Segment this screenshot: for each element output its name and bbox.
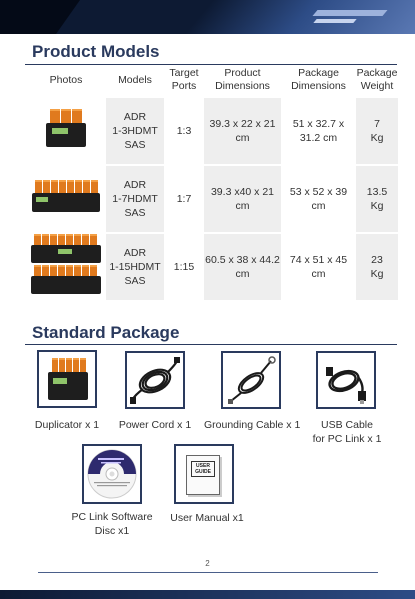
disc-icon bbox=[84, 446, 140, 502]
page-number: 2 bbox=[205, 559, 210, 568]
header-banner bbox=[0, 0, 415, 34]
table-row bbox=[26, 164, 398, 232]
table-header-row bbox=[26, 64, 398, 96]
manual-cover-text: USER GUIDE bbox=[191, 461, 215, 477]
user-manual-image bbox=[174, 444, 234, 504]
product-dimensions: 39.3 x 22 x 21 cm bbox=[204, 96, 281, 164]
banner-streak bbox=[185, 0, 415, 34]
target-ports: 1:15 bbox=[164, 232, 204, 300]
package-item-label: PC Link Software Disc x1 bbox=[71, 511, 153, 537]
standard-package-title: Standard Package bbox=[32, 323, 180, 342]
package-item-label: Power Cord x 1 bbox=[118, 419, 192, 431]
usb-cable-icon bbox=[318, 353, 374, 407]
product-models-table bbox=[26, 64, 398, 300]
product-photo bbox=[26, 164, 106, 232]
product-photo bbox=[26, 232, 106, 300]
package-item-label: User Manual x1 bbox=[170, 512, 244, 524]
package-item-label: Grounding Cable x 1 bbox=[204, 419, 301, 431]
footer-banner bbox=[0, 590, 415, 599]
package-dimensions: 74 x 51 x 45 cm bbox=[281, 232, 356, 300]
model-name: ADR 1-3HDMT SAS bbox=[106, 96, 164, 164]
product-models-title: Product Models bbox=[32, 42, 160, 61]
package-weight: 13.5 Kg bbox=[356, 164, 398, 232]
duplicator-15-icon bbox=[30, 234, 102, 296]
table-row bbox=[26, 232, 398, 300]
product-dimensions: 39.3 x40 x 21 cm bbox=[204, 164, 281, 232]
duplicator-icon bbox=[48, 358, 88, 402]
header-target-ports: Target Ports bbox=[169, 67, 199, 92]
model-name: ADR 1-7HDMT SAS bbox=[106, 164, 164, 232]
banner-corner bbox=[0, 0, 80, 34]
manual-cover-icon bbox=[186, 455, 220, 495]
product-photo bbox=[26, 96, 106, 164]
footer-rule bbox=[38, 572, 378, 573]
duplicator-7-icon bbox=[31, 180, 101, 214]
package-item-label: Duplicator x 1 bbox=[34, 419, 100, 431]
target-ports: 1:7 bbox=[164, 164, 204, 232]
power-cord-icon bbox=[127, 353, 183, 407]
power-cord-image bbox=[125, 351, 185, 409]
table-row bbox=[26, 96, 398, 164]
target-ports: 1:3 bbox=[164, 96, 204, 164]
section-rule bbox=[25, 344, 397, 345]
duplicator-image bbox=[37, 350, 97, 408]
header-package-dimensions: Package Dimensions bbox=[291, 67, 346, 92]
software-disc-image bbox=[82, 444, 142, 504]
banner-streak bbox=[312, 10, 387, 16]
package-item-label: USB Cable for PC Link x 1 bbox=[312, 419, 382, 445]
package-dimensions: 53 x 52 x 39 cm bbox=[281, 164, 356, 232]
usb-cable-image bbox=[316, 351, 376, 409]
model-name: ADR 1-15HDMT SAS bbox=[106, 232, 164, 300]
grounding-cable-icon bbox=[223, 353, 279, 407]
grounding-cable-image bbox=[221, 351, 281, 409]
package-weight: 23 Kg bbox=[356, 232, 398, 300]
header-package-weight: Package Weight bbox=[356, 67, 398, 92]
package-weight: 7 Kg bbox=[356, 96, 398, 164]
header-photos: Photos bbox=[49, 73, 83, 86]
duplicator-3-icon bbox=[44, 109, 88, 149]
header-product-dimensions: Product Dimensions bbox=[215, 67, 270, 92]
header-models: Models bbox=[118, 73, 152, 86]
package-dimensions: 51 x 32.7 x 31.2 cm bbox=[281, 96, 356, 164]
banner-streak bbox=[313, 19, 356, 23]
product-dimensions: 60.5 x 38 x 44.2 cm bbox=[204, 232, 281, 300]
